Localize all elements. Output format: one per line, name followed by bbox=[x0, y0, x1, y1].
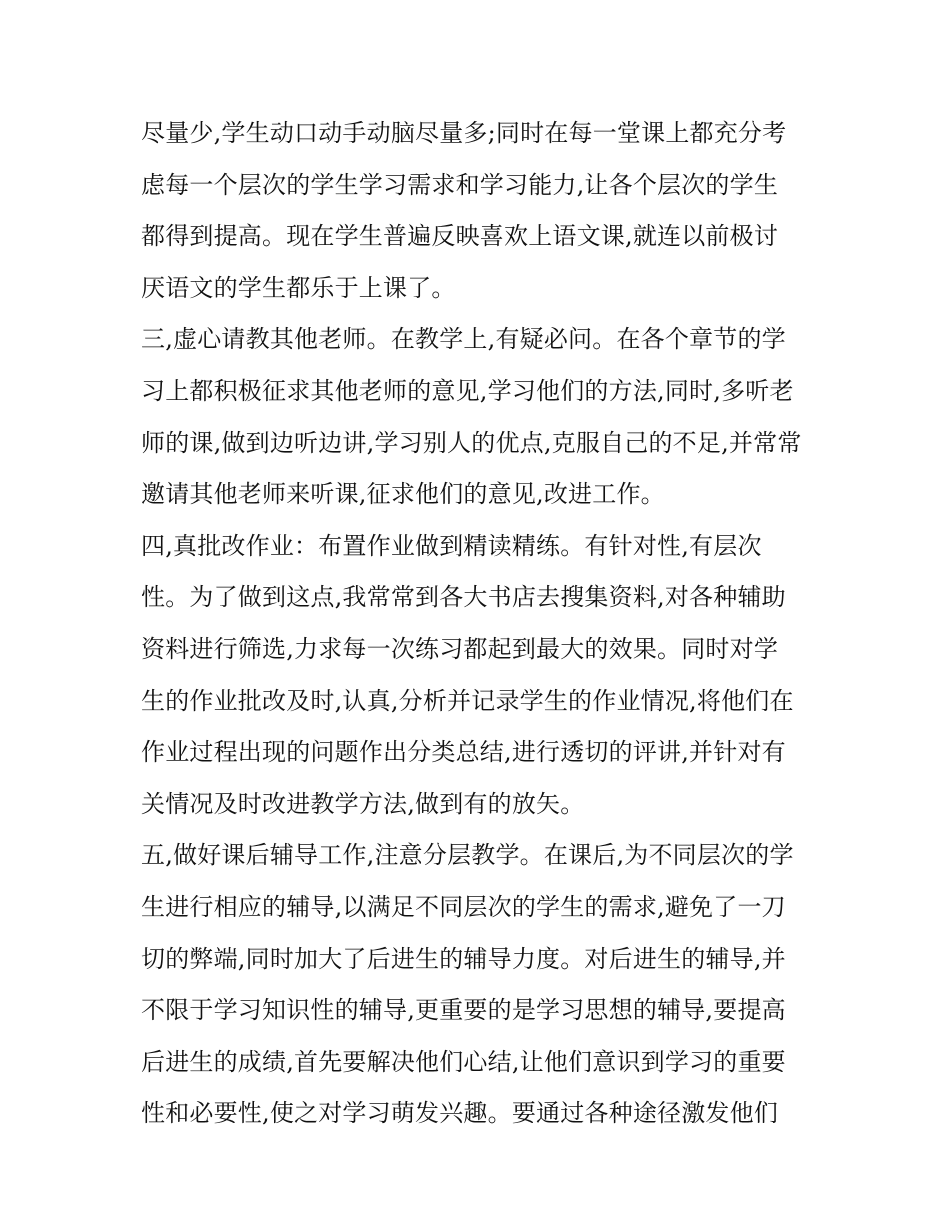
text-line: 三,虚心请教其他老师。在教学上,有疑必问。在各个章节的学 bbox=[141, 325, 786, 354]
text-line: 生进行相应的辅导,以满足不同层次的学生的需求,避免了一刀 bbox=[141, 892, 786, 921]
text-line: 资料进行筛选,力求每一次练习都起到最大的效果。同时对学 bbox=[141, 634, 779, 663]
text-line: 切的弊端,同时加大了后进生的辅导力度。对后进生的辅导,并 bbox=[141, 944, 786, 973]
text-line: 性和必要性,使之对学习萌发兴趣。要通过各种途径激发他们 bbox=[141, 1099, 779, 1128]
text-line: 五,做好课后辅导工作,注意分层教学。在课后,为不同层次的学 bbox=[141, 841, 794, 870]
text-line: 生的作业批改及时,认真,分析并记录学生的作业情况,将他们在 bbox=[141, 686, 794, 715]
text-line: 尽量少,学生动口动手动脑尽量多;同时在每一堂课上都充分考 bbox=[141, 119, 787, 147]
text-line: 师的课,做到边听边讲,学习别人的优点,克服自己的不足,并常常 bbox=[141, 428, 802, 457]
text-line: 虑每一个层次的学生学习需求和学习能力,让各个层次的学生 bbox=[141, 170, 779, 199]
text-line: 四,真批改作业：布置作业做到精读精练。有针对性,有层次 bbox=[141, 531, 762, 560]
text-line: 邀请其他老师来听课,征求他们的意见,改进工作。 bbox=[141, 480, 665, 509]
body-text bbox=[141, 108, 821, 1140]
text-line: 厌语文的学生都乐于上课了。 bbox=[141, 273, 456, 302]
text-line: 后进生的成绩,首先要解决他们心结,让他们意识到学习的重要 bbox=[141, 1047, 786, 1076]
text-line: 都得到提高。现在学生普遍反映喜欢上语文课,就连以前极讨 bbox=[141, 222, 779, 251]
text-line: 作业过程出现的问题作出分类总结,进行透切的评讲,并针对有 bbox=[141, 738, 786, 767]
text-line: 不限于学习知识性的辅导,更重要的是学习思想的辅导,要提高 bbox=[141, 996, 786, 1025]
text-line: 性。为了做到这点,我常常到各大书店去搜集资料,对各种辅助 bbox=[141, 583, 786, 612]
text-line: 习上都积极征求其他老师的意见,学习他们的方法,同时,多听老 bbox=[141, 376, 794, 405]
text-line: 关情况及时改进教学方法,做到有的放矢。 bbox=[141, 789, 585, 818]
